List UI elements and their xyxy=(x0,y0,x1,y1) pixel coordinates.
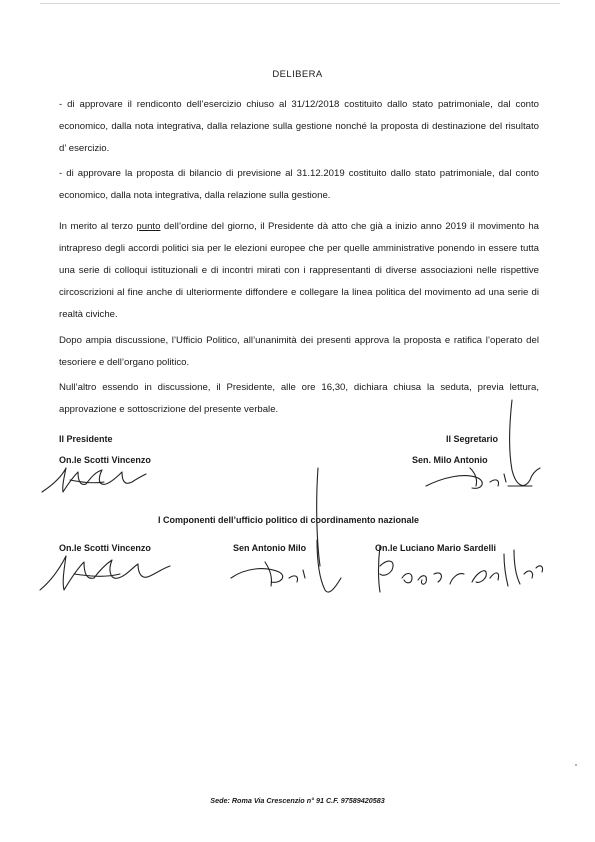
secretary-name: Sen. Milo Antonio xyxy=(412,455,488,465)
footer-address: Sede: Roma Via Crescenzio n° 91 C.F. 97589420583 xyxy=(210,796,385,805)
paragraph-approval-rendiconto: - di approvare il rendiconto dell’esercizio chiuso al 31/12/2018 costituito dallo stato patrimoniale, dal conto economico, dalla nota integrativa, dalla relazione sulla gestione nonché la proposta di destinazione del risultato d’ esercizio. xyxy=(59,99,539,154)
president-name: On.le Scotti Vincenzo xyxy=(59,455,151,465)
secretary-label: Il Segretario xyxy=(446,434,499,444)
paragraph-third-point-rest: dell’ordine del giorno, il Presidente dà atto che già a inizio anno 2019 il movimento ha intrapreso degli accordi politici sia per le elezioni europee che per quelle amministrative ponendo in essere tutta una serie di colloqui istituzionali e di incontri mirati con i rappresentanti di diverse associazioni nelle rispettive circoscrizioni al fine anche di ulteriormente diffondere e collegare la linea politica del movimento ad una serie di realtà civiche. xyxy=(59,221,539,320)
paragraph-approval-bilancio: - di approvare la proposta di bilancio di previsione al 31.12.2019 costituito dallo stato patrimoniale, dal conto economico, dalla nota integrativa, dalla relazione sulla gestione. xyxy=(59,168,539,201)
scan-edge-line xyxy=(40,3,560,4)
member-signature-2 xyxy=(225,538,355,598)
document-heading: DELIBERA xyxy=(272,69,323,80)
member-name-2: Sen Antonio Milo xyxy=(233,543,307,553)
secretary-signature-top xyxy=(412,398,552,498)
president-signature-top xyxy=(40,462,150,498)
paragraph-closing: Null’altro essendo in discussione, il Presidente, alle ore 16,30, dichiara chiusa la seduta, previa lettura, approvazione e sottoscrizione del presente verbale. xyxy=(59,382,539,415)
scan-speck xyxy=(575,764,577,766)
paragraph-third-point xyxy=(59,216,539,326)
paragraph-third-point-start: In merito al terzo xyxy=(59,221,137,232)
committee-heading: I Componenti dell’ufficio politico di coordinamento nazionale xyxy=(158,515,420,525)
paragraph-discussion: Dopo ampia discussione, l’Ufficio Politico, all’unanimità dei presenti approva la proposta e ratifica l’operato del tesoriere e dell’organo politico. xyxy=(59,335,539,368)
member-name-3: On.le Luciano Mario Sardelli xyxy=(375,543,497,553)
member-signature-3 xyxy=(372,538,572,598)
member-signature-1 xyxy=(38,548,173,598)
underlined-word-punto: punto xyxy=(136,221,161,232)
member-name-1: On.le Scotti Vincenzo xyxy=(59,543,151,553)
president-label: Il Presidente xyxy=(59,434,113,444)
